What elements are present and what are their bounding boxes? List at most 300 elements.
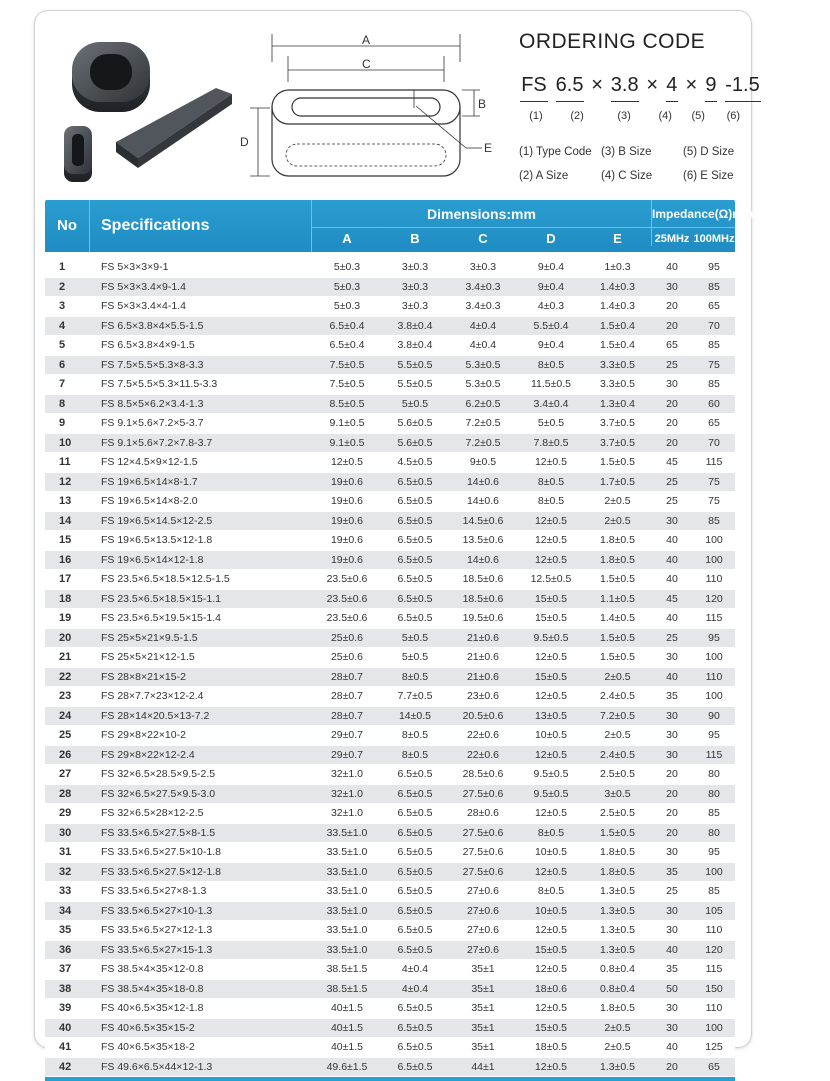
row-dim-e: 0.8±0.4 <box>600 963 635 975</box>
row-impedance-25mhz: 20 <box>666 319 678 332</box>
row-dim-b: 5±0.5 <box>401 631 429 644</box>
row-specification: FS 6.5×3.8×4×9-1.5 <box>101 339 195 351</box>
row-dim-c: 28±0.6 <box>466 807 500 819</box>
row-dim-b: 5±0.5 <box>401 397 429 410</box>
row-dim-e: 1.5±0.4 <box>600 319 635 332</box>
row-dim-c: 44±1 <box>471 1060 495 1073</box>
row-dim-e: 1.8±0.5 <box>600 865 635 878</box>
row-dim-c: 19.5±0.6 <box>462 612 504 624</box>
header-col-100mhz: 100MHz <box>693 233 735 245</box>
row-dim-a: 28±0.7 <box>330 709 364 722</box>
code-index: (4) <box>658 110 672 122</box>
row-dim-d: 3.4±0.4 <box>533 397 569 410</box>
row-specification: FS 5×3×3.4×4-1.4 <box>101 300 186 312</box>
row-dim-a: 7.5±0.5 <box>329 378 365 390</box>
table-row <box>45 356 735 376</box>
row-dim-d: 11.5±0.5 <box>530 378 572 390</box>
row-dim-e: 1.3±0.4 <box>600 397 635 410</box>
row-dim-d: 12.5±0.5 <box>530 573 572 585</box>
row-dim-b: 3±0.3 <box>401 261 429 273</box>
row-dim-c: 3.4±0.3 <box>465 280 501 293</box>
header-col-25mhz: 25MHz <box>654 233 690 245</box>
row-dim-e: 1.7±0.5 <box>600 475 635 488</box>
row-number: 16 <box>59 553 72 566</box>
row-dim-b: 3±0.3 <box>401 280 429 293</box>
row-specification: FS 19×6.5×14×8-2.0 <box>101 495 198 507</box>
row-dim-d: 9.5±0.5 <box>533 768 569 780</box>
row-impedance-25mhz: 30 <box>666 1021 678 1034</box>
row-number: 17 <box>59 573 72 585</box>
row-dim-d: 15±0.5 <box>534 592 568 605</box>
row-number: 23 <box>59 690 72 702</box>
row-dim-a: 33.5±1.0 <box>326 826 368 839</box>
row-impedance-100mhz: 120 <box>705 592 723 605</box>
row-dim-b: 4.5±0.5 <box>397 456 433 468</box>
row-impedance-100mhz: 125 <box>705 1041 723 1053</box>
row-impedance-25mhz: 20 <box>666 300 678 312</box>
row-impedance-100mhz: 115 <box>705 612 723 624</box>
row-dim-e: 2±0.5 <box>604 1021 631 1034</box>
legend-item: (1) Type Code <box>519 146 592 158</box>
row-impedance-25mhz: 25 <box>666 358 678 371</box>
table-row <box>45 278 735 298</box>
row-impedance-25mhz: 45 <box>666 456 678 468</box>
row-dim-e: 7.2±0.5 <box>600 709 635 722</box>
row-dim-c: 27.5±0.6 <box>462 787 504 800</box>
row-dim-e: 2±0.5 <box>604 1041 631 1053</box>
row-impedance-25mhz: 40 <box>666 612 678 624</box>
table-row <box>45 687 735 707</box>
diagram-label-c: C <box>362 57 371 71</box>
row-dim-d: 7.8±0.5 <box>533 436 569 449</box>
row-specification: FS 9.1×5.6×7.2×5-3.7 <box>101 417 204 429</box>
row-dim-d: 12±0.5 <box>534 924 568 936</box>
row-dim-c: 14±0.6 <box>466 475 500 488</box>
row-dim-a: 5±0.3 <box>333 261 361 273</box>
header-col-a: A <box>342 231 352 246</box>
row-impedance-100mhz: 85 <box>708 514 720 527</box>
header-col-d: D <box>546 231 556 246</box>
row-dim-b: 6.5±0.5 <box>397 885 433 897</box>
row-dim-a: 23.5±0.6 <box>326 592 368 605</box>
header-dimensions: Dimensions:mm <box>427 206 536 222</box>
row-specification: FS 23.5×6.5×19.5×15-1.4 <box>101 612 221 624</box>
row-number: 31 <box>59 846 72 858</box>
row-dim-c: 6.2±0.5 <box>465 397 501 410</box>
row-number: 3 <box>59 300 66 312</box>
row-dim-b: 6.5±0.5 <box>397 826 433 839</box>
row-number: 12 <box>59 475 72 488</box>
row-dim-d: 9±0.4 <box>537 280 565 293</box>
table-row <box>45 707 735 727</box>
row-dim-a: 5±0.3 <box>333 280 361 293</box>
row-impedance-25mhz: 45 <box>666 592 678 605</box>
row-dim-d: 12±0.5 <box>534 651 568 663</box>
code-index: (1) <box>529 110 543 122</box>
table-row <box>45 960 735 980</box>
row-specification: FS 32×6.5×28.5×9.5-2.5 <box>101 768 216 780</box>
table-row <box>45 1058 735 1078</box>
row-dim-d: 9.5±0.5 <box>533 631 569 644</box>
row-dim-b: 4±0.4 <box>401 963 429 975</box>
row-impedance-25mhz: 20 <box>666 397 678 410</box>
row-number: 1 <box>59 261 66 273</box>
row-dim-e: 2±0.5 <box>604 495 631 507</box>
row-dim-c: 3±0.3 <box>469 261 497 273</box>
table-row <box>45 590 735 610</box>
row-impedance-100mhz: 100 <box>705 865 723 878</box>
row-dim-d: 15±0.5 <box>534 943 568 956</box>
row-dim-c: 20.5±0.6 <box>462 709 504 722</box>
code-index: (6) <box>726 110 741 122</box>
row-number: 6 <box>59 358 66 371</box>
row-specification: FS 40×6.5×35×15-2 <box>101 1021 195 1034</box>
table-row <box>45 395 735 415</box>
row-dim-d: 8±0.5 <box>537 826 565 839</box>
row-impedance-100mhz: 110 <box>705 670 723 683</box>
row-impedance-25mhz: 30 <box>666 846 678 858</box>
row-impedance-100mhz: 60 <box>708 397 720 410</box>
row-impedance-100mhz: 100 <box>705 690 723 702</box>
row-dim-d: 12±0.5 <box>534 963 568 975</box>
row-dim-b: 6.5±0.5 <box>397 787 433 800</box>
row-dim-e: 1.3±0.5 <box>600 1060 635 1073</box>
row-dim-e: 1.4±0.3 <box>600 300 635 312</box>
row-impedance-25mhz: 20 <box>666 768 678 780</box>
row-dim-e: 1.3±0.5 <box>600 885 635 897</box>
row-number: 22 <box>59 670 72 683</box>
row-impedance-100mhz: 95 <box>708 631 720 644</box>
row-dim-b: 8±0.5 <box>401 670 429 683</box>
row-number: 20 <box>59 631 72 644</box>
row-dim-c: 13.5±0.6 <box>462 534 504 546</box>
code-times: × <box>591 74 603 96</box>
row-dim-c: 14±0.6 <box>466 553 500 566</box>
row-impedance-25mhz: 20 <box>666 417 678 429</box>
row-impedance-100mhz: 100 <box>705 1021 723 1034</box>
row-specification: FS 33.5×6.5×27×12-1.3 <box>101 924 213 936</box>
row-impedance-25mhz: 25 <box>666 631 678 644</box>
row-dim-c: 14.5±0.6 <box>462 514 504 527</box>
row-dim-a: 28±0.7 <box>330 690 364 702</box>
row-number: 14 <box>59 514 72 527</box>
row-impedance-100mhz: 70 <box>708 319 720 332</box>
row-dim-b: 5±0.5 <box>401 651 429 663</box>
table-row <box>45 453 735 473</box>
row-impedance-100mhz: 65 <box>708 417 720 429</box>
row-specification: FS 19×6.5×14×8-1.7 <box>101 475 198 488</box>
row-dim-e: 2.5±0.5 <box>600 807 635 819</box>
table-row <box>45 609 735 629</box>
header-impedance: Impedance(Ω)min <box>651 200 735 246</box>
row-number: 13 <box>59 495 72 507</box>
row-dim-d: 12±0.5 <box>534 514 568 527</box>
row-dim-c: 35±1 <box>471 963 495 975</box>
row-impedance-100mhz: 110 <box>705 573 723 585</box>
row-dim-e: 1.3±0.5 <box>600 904 635 917</box>
row-impedance-25mhz: 40 <box>666 261 678 273</box>
table-row <box>45 921 735 941</box>
code-index: (2) <box>570 110 584 122</box>
row-number: 25 <box>59 729 72 741</box>
row-dim-c: 18.5±0.6 <box>462 573 504 585</box>
legend-item: (3) B Size <box>601 146 652 158</box>
row-dim-c: 27.5±0.6 <box>462 846 504 858</box>
row-dim-b: 6.5±0.5 <box>397 807 433 819</box>
code-part-e: -1.5 <box>725 74 760 96</box>
row-dim-a: 25±0.6 <box>330 631 364 644</box>
row-dim-e: 1.5±0.5 <box>600 826 635 839</box>
row-impedance-100mhz: 110 <box>705 924 723 936</box>
row-dim-a: 19±0.6 <box>330 553 364 566</box>
row-number: 33 <box>59 885 72 897</box>
row-number: 42 <box>59 1060 72 1073</box>
row-number: 37 <box>59 963 72 975</box>
row-dim-a: 19±0.6 <box>330 514 364 527</box>
row-specification: FS 23.5×6.5×18.5×15-1.1 <box>101 592 221 605</box>
row-dim-b: 8±0.5 <box>401 748 429 761</box>
row-dim-a: 23.5±0.6 <box>326 573 368 585</box>
row-dim-a: 9.1±0.5 <box>329 436 365 449</box>
table-row <box>45 804 735 824</box>
row-dim-e: 2.4±0.5 <box>600 748 635 761</box>
row-dim-a: 6.5±0.4 <box>329 319 365 332</box>
table-row <box>45 882 735 902</box>
row-impedance-25mhz: 40 <box>666 534 678 546</box>
row-dim-c: 35±1 <box>471 1002 495 1014</box>
table-row <box>45 531 735 551</box>
row-dim-d: 15±0.5 <box>534 612 568 624</box>
row-impedance-100mhz: 65 <box>708 300 720 312</box>
row-dim-e: 2.4±0.5 <box>600 690 635 702</box>
row-dim-d: 12±0.5 <box>534 1060 568 1073</box>
row-dim-d: 12±0.5 <box>534 1002 568 1014</box>
row-impedance-25mhz: 30 <box>666 729 678 741</box>
table-row <box>45 999 735 1019</box>
row-dim-d: 4±0.3 <box>537 300 565 312</box>
row-impedance-100mhz: 85 <box>708 339 720 351</box>
row-specification: FS 28×8×21×15-2 <box>101 670 186 683</box>
code-times: × <box>646 74 659 96</box>
row-dim-c: 35±1 <box>471 982 495 995</box>
row-impedance-100mhz: 120 <box>705 943 723 956</box>
row-impedance-25mhz: 20 <box>666 807 678 819</box>
row-dim-b: 6.5±0.5 <box>397 534 433 546</box>
row-dim-b: 5.5±0.5 <box>397 358 433 371</box>
header-col-c: C <box>478 231 488 246</box>
row-dim-c: 35±1 <box>471 1021 495 1034</box>
header-col-e: E <box>613 231 622 246</box>
row-dim-a: 7.5±0.5 <box>329 358 365 371</box>
row-impedance-100mhz: 100 <box>705 651 723 663</box>
code-part-c: 4 <box>666 74 678 96</box>
row-impedance-25mhz: 35 <box>666 963 678 975</box>
row-dim-e: 3.7±0.5 <box>600 417 635 429</box>
table-row <box>45 473 735 493</box>
row-dim-e: 1.8±0.5 <box>600 1002 635 1014</box>
row-impedance-100mhz: 105 <box>705 904 723 917</box>
table-row <box>45 765 735 785</box>
row-dim-a: 32±1.0 <box>330 768 364 780</box>
row-dim-a: 38.5±1.5 <box>326 963 368 975</box>
row-dim-a: 23.5±0.6 <box>326 612 368 624</box>
row-number: 9 <box>59 417 66 429</box>
row-impedance-25mhz: 30 <box>666 280 678 293</box>
legend-item: (5) D Size <box>683 146 735 158</box>
row-dim-b: 6.5±0.5 <box>397 612 433 624</box>
table-row <box>45 824 735 844</box>
row-dim-a: 19±0.6 <box>330 534 364 546</box>
table-row <box>45 843 735 863</box>
row-specification: FS 19×6.5×14×12-1.8 <box>101 553 204 566</box>
row-impedance-100mhz: 85 <box>708 280 720 293</box>
row-dim-e: 1.8±0.5 <box>600 553 635 566</box>
table-row <box>45 570 735 590</box>
code-part-d: 9 <box>705 74 717 96</box>
row-dim-a: 38.5±1.5 <box>326 982 368 995</box>
row-dim-b: 6.5±0.5 <box>397 1002 433 1014</box>
specifications-table <box>45 200 754 1081</box>
row-dim-b: 6.5±0.5 <box>397 1041 433 1053</box>
table-row <box>45 726 735 746</box>
code-part-type: FS <box>519 74 549 97</box>
row-number: 41 <box>59 1041 72 1053</box>
table-row <box>45 746 735 766</box>
ordering-code-example <box>519 74 762 97</box>
row-impedance-100mhz: 80 <box>708 768 720 780</box>
header-divider <box>312 227 651 228</box>
row-impedance-25mhz: 30 <box>666 651 678 663</box>
row-specification: FS 40×6.5×35×12-1.8 <box>101 1002 204 1014</box>
row-dim-a: 19±0.6 <box>330 475 364 488</box>
row-dim-d: 8±0.5 <box>537 885 565 897</box>
row-dim-b: 6.5±0.5 <box>397 1060 433 1073</box>
row-impedance-25mhz: 30 <box>666 924 678 936</box>
row-specification: FS 32×6.5×28×12-2.5 <box>101 807 204 819</box>
code-index: (3) <box>617 110 631 122</box>
row-impedance-25mhz: 40 <box>666 670 678 683</box>
row-dim-e: 1.5±0.5 <box>600 651 635 663</box>
row-dim-c: 4±0.4 <box>469 319 497 332</box>
row-dim-a: 33.5±1.0 <box>326 924 368 936</box>
row-dim-b: 3.8±0.4 <box>397 319 433 332</box>
row-dim-e: 1.5±0.5 <box>600 456 635 468</box>
row-number: 10 <box>59 436 72 449</box>
row-dim-e: 1±0.3 <box>604 261 631 273</box>
row-impedance-25mhz: 40 <box>666 943 678 956</box>
row-dim-b: 6.5±0.5 <box>397 495 433 507</box>
row-dim-e: 3.3±0.5 <box>600 378 635 390</box>
table-row <box>45 902 735 922</box>
row-number: 40 <box>59 1021 72 1034</box>
row-dim-a: 32±1.0 <box>330 787 364 800</box>
table-row <box>45 980 735 1000</box>
row-dim-d: 10±0.5 <box>534 904 568 917</box>
header-col-b: B <box>410 231 420 246</box>
row-specification: FS 7.5×5.5×5.3×11.5-3.3 <box>101 378 218 390</box>
row-specification: FS 29×8×22×12-2.4 <box>101 748 195 761</box>
row-dim-e: 3±0.5 <box>604 787 631 800</box>
row-dim-d: 9±0.4 <box>537 339 565 351</box>
row-specification: FS 19×6.5×14.5×12-2.5 <box>101 514 213 527</box>
row-specification: FS 33.5×6.5×27.5×8-1.5 <box>101 826 216 839</box>
row-number: 18 <box>59 592 72 605</box>
row-dim-d: 12±0.5 <box>534 456 568 468</box>
row-dim-a: 5±0.3 <box>333 300 361 312</box>
row-number: 21 <box>59 651 72 663</box>
row-number: 15 <box>59 534 72 546</box>
row-dim-a: 49.6±1.5 <box>326 1060 368 1073</box>
row-specification: FS 8.5×5×6.2×3.4-1.3 <box>101 397 204 410</box>
row-specification: FS 28×7.7×23×12-2.4 <box>101 690 204 702</box>
row-dim-c: 21±0.6 <box>466 670 500 683</box>
row-dim-c: 5.3±0.5 <box>465 358 501 371</box>
row-number: 11 <box>59 456 71 468</box>
table-body <box>45 258 735 1077</box>
row-impedance-100mhz: 115 <box>705 456 723 468</box>
row-dim-c: 27±0.6 <box>466 904 500 917</box>
table-row <box>45 258 735 278</box>
row-dim-d: 18±0.6 <box>534 982 568 995</box>
row-dim-a: 33.5±1.0 <box>326 943 368 956</box>
row-impedance-25mhz: 30 <box>666 904 678 917</box>
row-dim-d: 10±0.5 <box>534 846 568 858</box>
row-dim-a: 25±0.6 <box>330 651 364 663</box>
row-dim-b: 3.8±0.4 <box>397 339 433 351</box>
row-dim-b: 6.5±0.5 <box>397 592 433 605</box>
row-number: 19 <box>59 612 72 624</box>
row-impedance-25mhz: 25 <box>666 475 678 488</box>
header-divider <box>651 227 735 228</box>
row-number: 29 <box>59 807 72 819</box>
row-dim-c: 27.5±0.6 <box>462 826 504 839</box>
row-dim-b: 6.5±0.5 <box>397 846 433 858</box>
row-specification: FS 40×6.5×35×18-2 <box>101 1041 195 1053</box>
row-dim-e: 3.3±0.5 <box>600 358 635 371</box>
row-dim-d: 12±0.5 <box>534 807 568 819</box>
row-impedance-25mhz: 20 <box>666 826 678 839</box>
row-number: 34 <box>59 904 72 917</box>
row-impedance-100mhz: 95 <box>708 729 720 741</box>
row-specification: FS 9.1×5.6×7.2×7.8-3.7 <box>101 436 213 449</box>
row-impedance-100mhz: 95 <box>708 846 720 858</box>
table-row <box>45 434 735 454</box>
code-part-b: 3.8 <box>610 74 639 96</box>
row-number: 32 <box>59 865 72 878</box>
row-dim-c: 23±0.6 <box>466 690 500 702</box>
row-specification: FS 49.6×6.5×44×12-1.3 <box>101 1060 213 1073</box>
row-dim-d: 12±0.5 <box>534 690 568 702</box>
row-impedance-25mhz: 20 <box>666 436 678 449</box>
row-dim-a: 8.5±0.5 <box>329 397 365 410</box>
row-dim-a: 32±1.0 <box>330 807 364 819</box>
diagram-label-b: B <box>478 97 487 111</box>
row-dim-c: 4±0.4 <box>469 339 497 351</box>
row-impedance-100mhz: 70 <box>708 436 720 449</box>
row-impedance-25mhz: 25 <box>666 885 678 897</box>
code-part-a: 6.5 <box>555 74 584 96</box>
row-dim-e: 1.5±0.4 <box>600 339 635 351</box>
row-dim-b: 6.5±0.5 <box>397 943 433 956</box>
header-specifications: Specifications <box>89 200 312 252</box>
table-row <box>45 863 735 883</box>
legend-item: (2) A Size <box>519 170 569 182</box>
row-dim-d: 15±0.5 <box>534 670 568 683</box>
row-impedance-25mhz: 40 <box>666 1041 678 1053</box>
row-specification: FS 23.5×6.5×18.5×12.5-1.5 <box>101 573 230 585</box>
row-number: 30 <box>59 826 72 839</box>
row-impedance-100mhz: 75 <box>708 475 720 488</box>
